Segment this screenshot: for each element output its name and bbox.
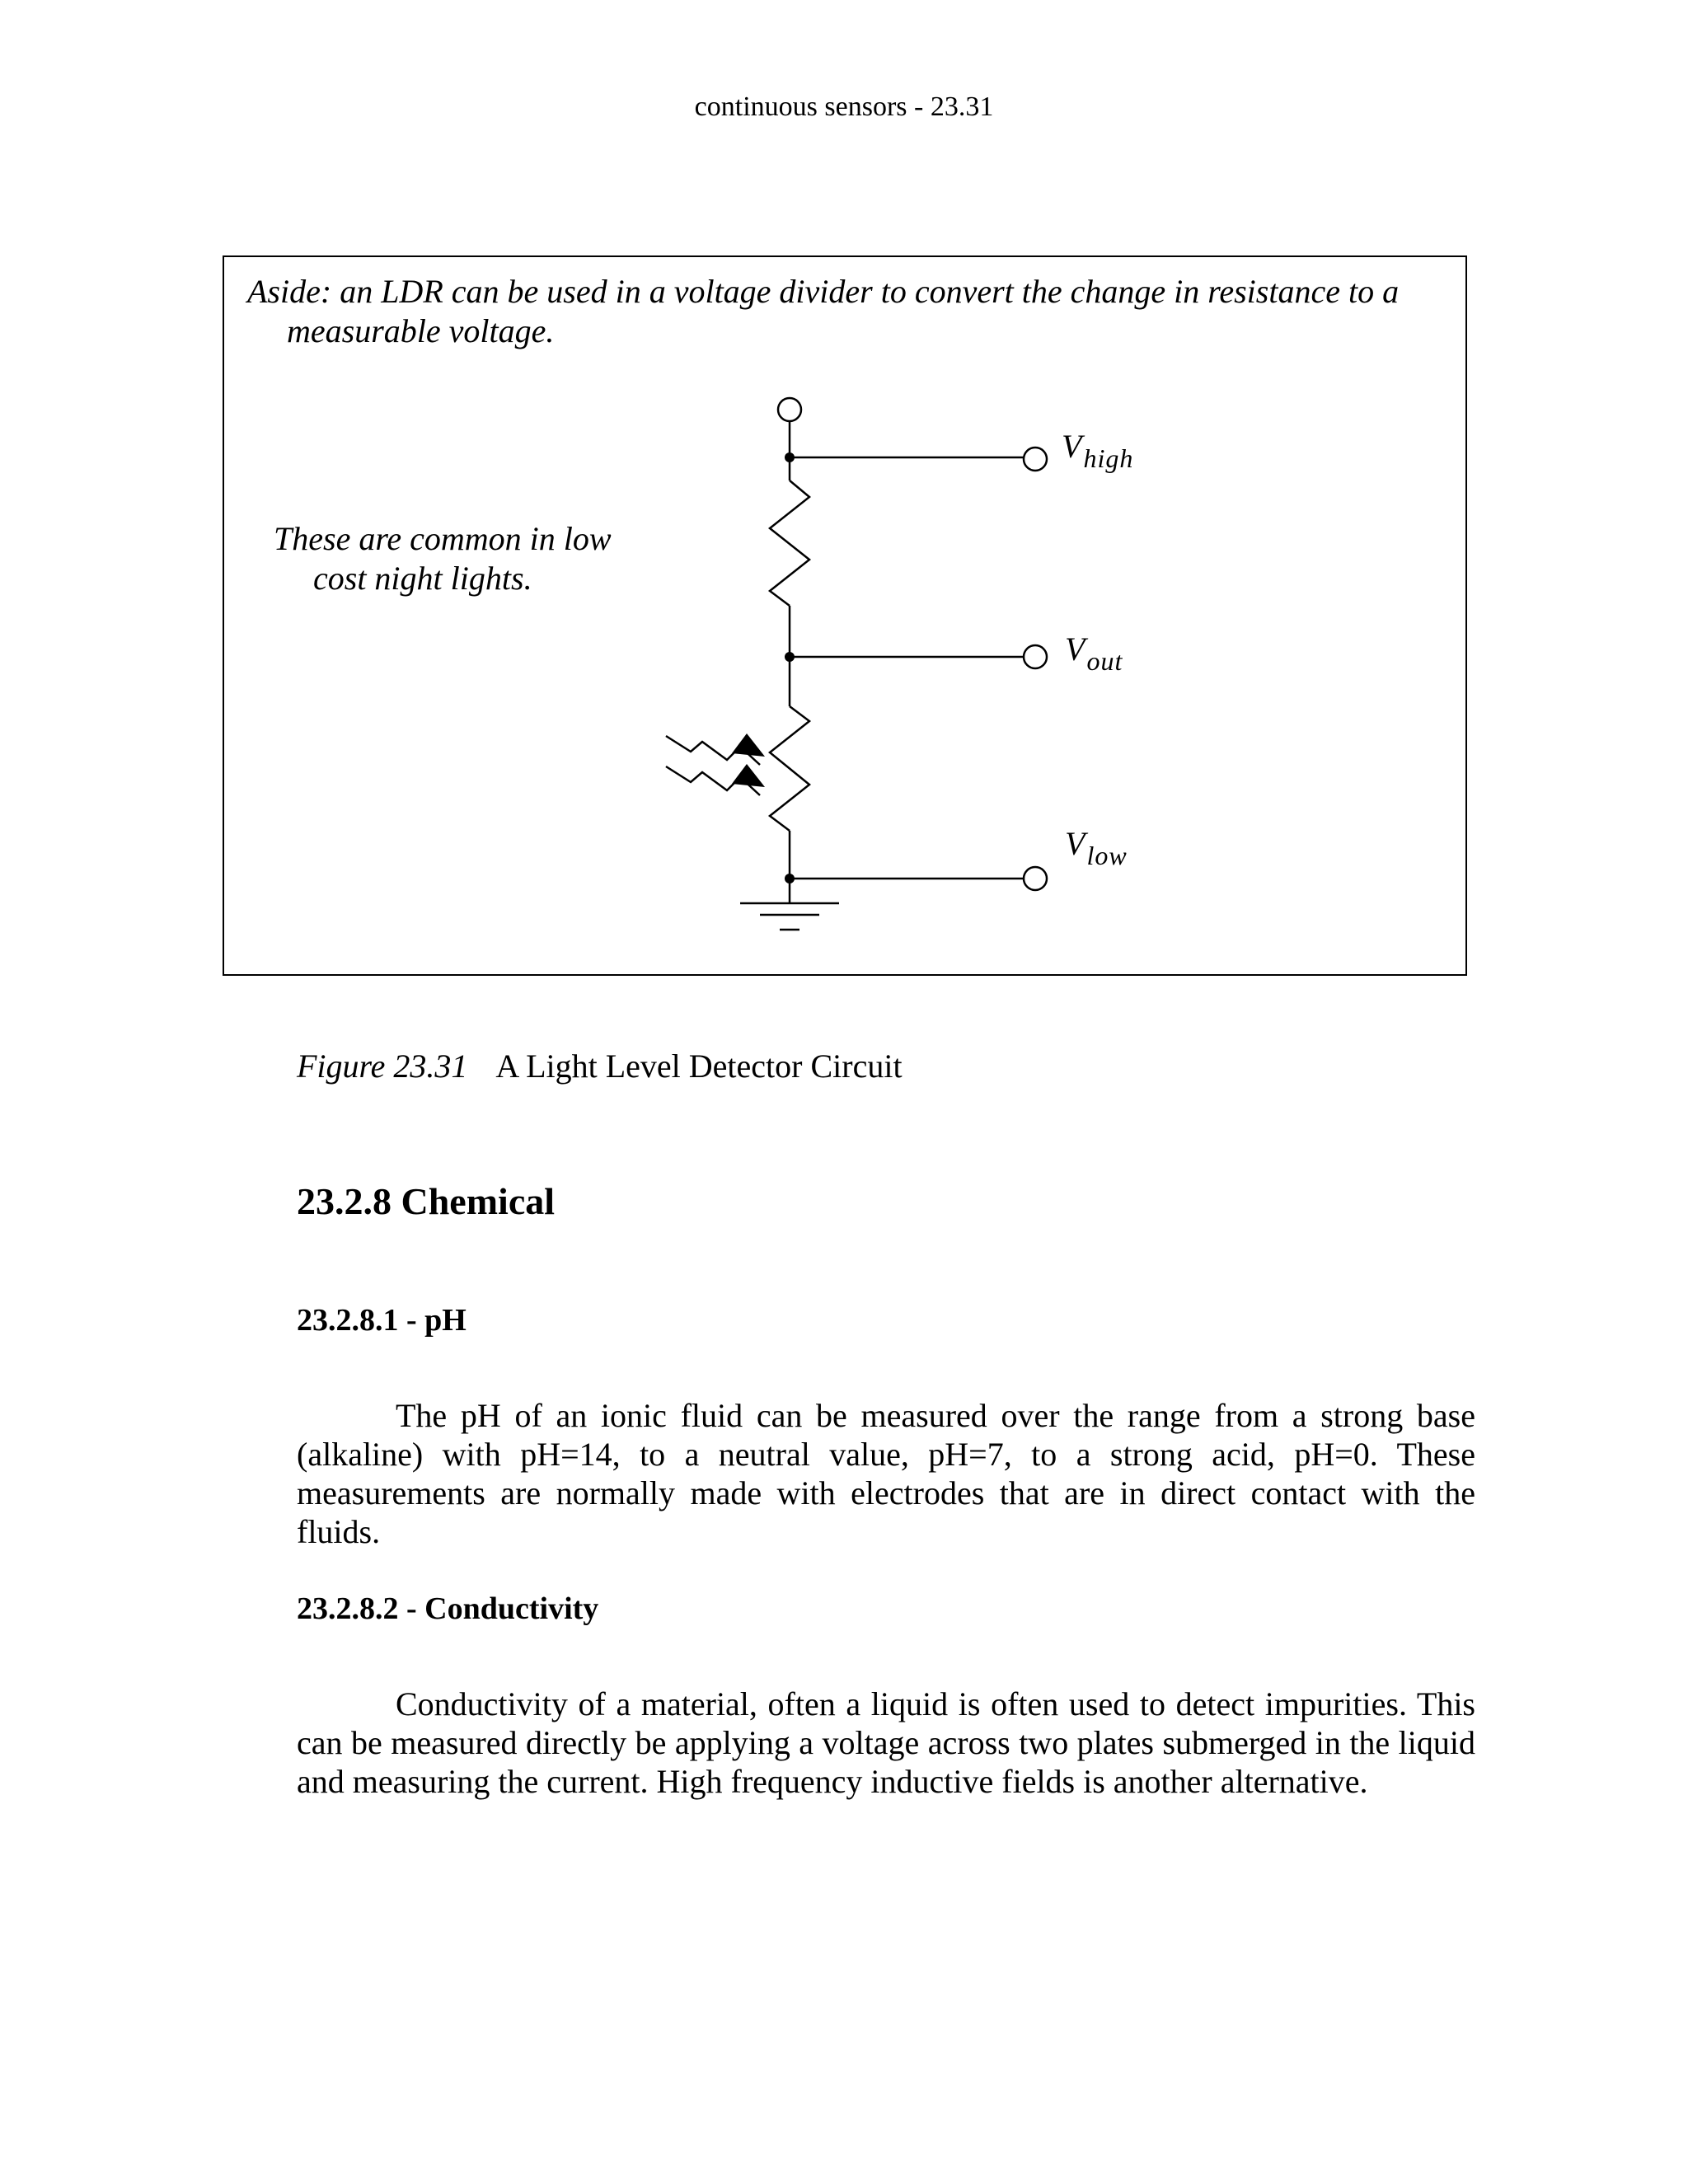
ldr-resistor xyxy=(770,706,809,831)
junction-dot xyxy=(785,874,795,883)
vhigh-symbol: V xyxy=(1062,428,1082,465)
fixed-resistor xyxy=(770,480,809,606)
vhigh-subscript: high xyxy=(1083,443,1134,473)
vout-label xyxy=(1065,630,1123,676)
vout-symbol: V xyxy=(1065,630,1085,668)
supply-terminal xyxy=(778,398,801,421)
paragraph-conductivity: Conductivity of a material, often a liquid is often used to detect impurities. This can be measured directly be applying a voltage across two plates submerged in the liquid and measuring the current. High frequency inductive fields is another alternative. xyxy=(297,1685,1475,1800)
vlow-symbol: V xyxy=(1065,825,1085,862)
light-arrow-2 xyxy=(732,764,765,787)
paragraph-ph: The pH of an ionic fluid can be measured over the range from a strong base (alkaline) with pH=14, to a neutral value, pH=7, to a strong acid, pH=0. These measurements are normally made with electrodes that are in direct contact with the fluids. xyxy=(297,1397,1475,1550)
vlow-label xyxy=(1065,825,1128,870)
figure-number: Figure 23.31 xyxy=(297,1047,468,1085)
junction-dot xyxy=(785,452,795,462)
figure-caption xyxy=(297,1047,903,1086)
vout-subscript: out xyxy=(1086,646,1123,676)
section-heading: 23.2.8 Chemical xyxy=(297,1180,556,1222)
light-arrow-1 xyxy=(732,733,765,757)
junction-dot xyxy=(785,652,795,662)
vhigh-terminal xyxy=(1024,448,1047,471)
vlow-terminal xyxy=(1024,867,1047,890)
vlow-subscript: low xyxy=(1086,841,1128,870)
subsection-heading-ph: 23.2.8.1 - pH xyxy=(297,1303,467,1338)
vhigh-label xyxy=(1062,428,1134,473)
running-header: continuous sensors - 23.31 xyxy=(694,91,994,122)
figure-title: A Light Level Detector Circuit xyxy=(495,1047,903,1085)
subsection-heading-conductivity: 23.2.8.2 - Conductivity xyxy=(297,1591,599,1626)
vout-terminal xyxy=(1024,645,1047,668)
side-note: These are common in low cost night lights. xyxy=(274,520,612,597)
aside-text: Aside: an LDR can be used in a voltage divider to convert the change in resistance to a measurable voltage. xyxy=(247,273,1400,349)
